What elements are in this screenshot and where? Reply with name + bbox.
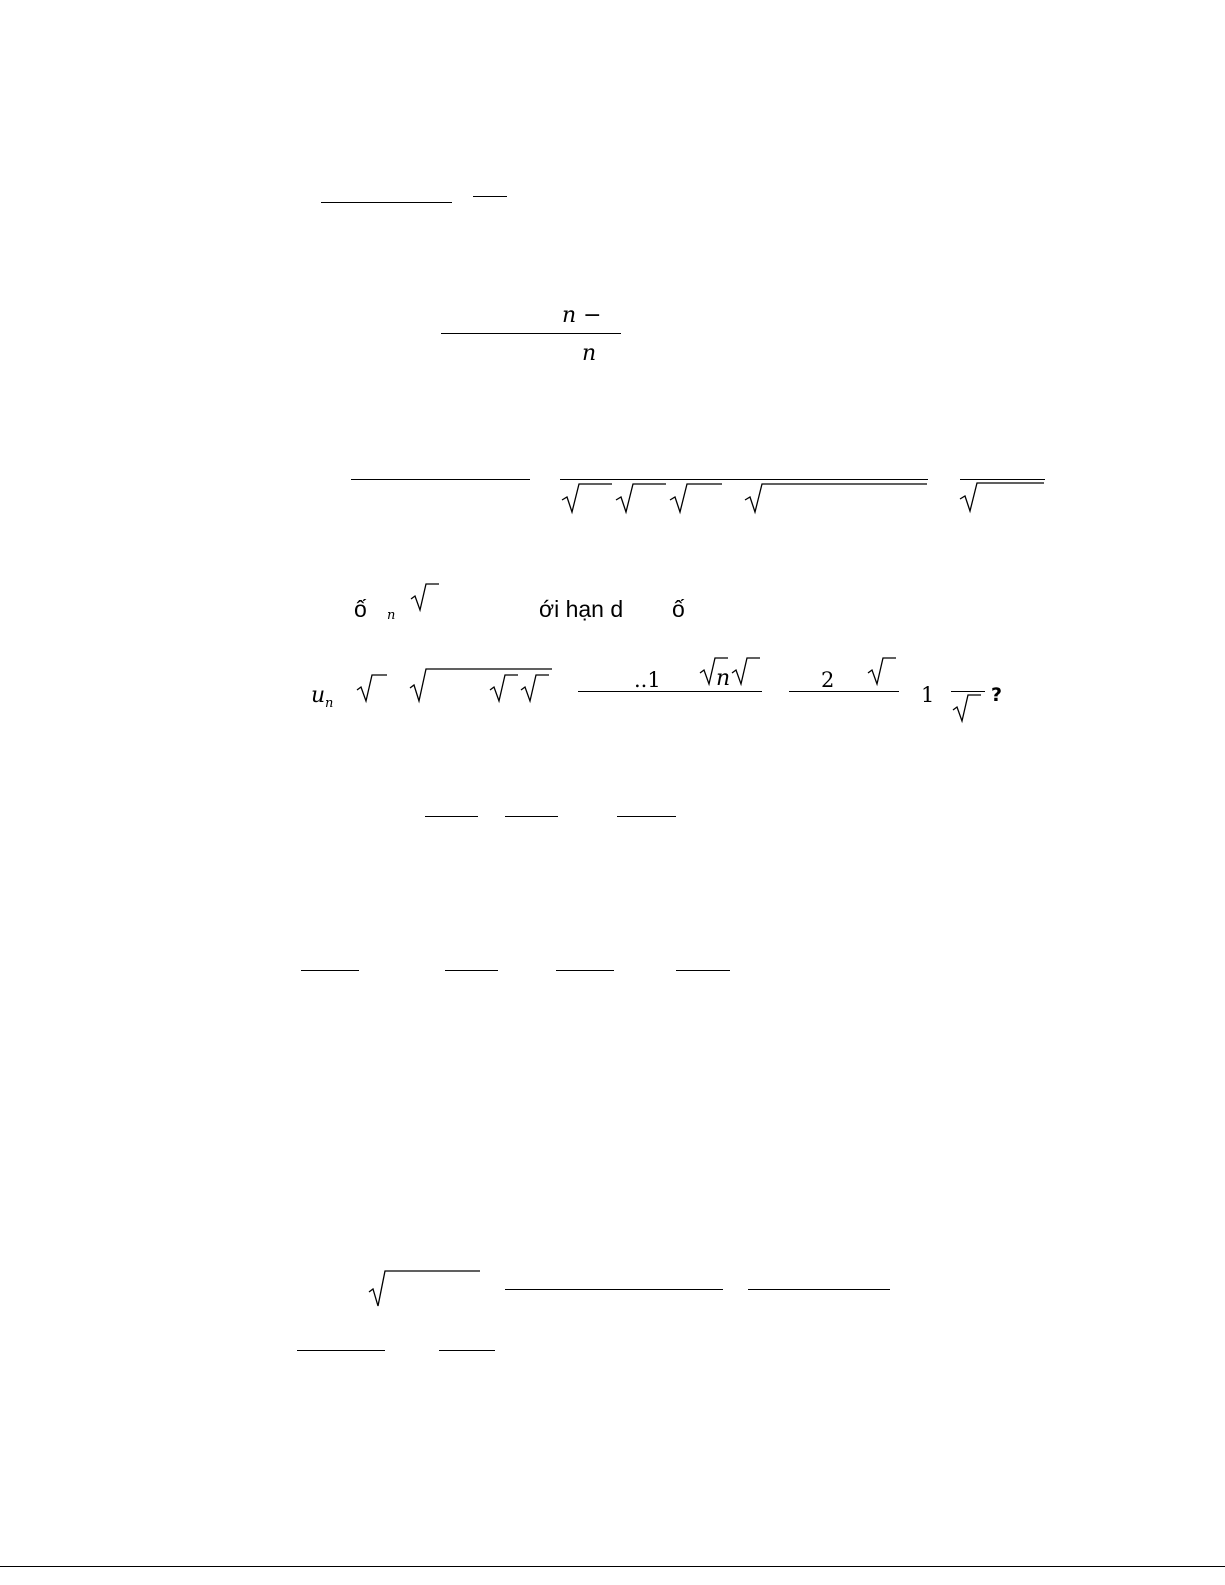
text-fragment-o1: ố: [354, 596, 367, 622]
radical-sign: [953, 694, 983, 724]
math-u: u: [311, 683, 326, 708]
fraction-bar-8b: [505, 816, 558, 817]
radical-sign: [616, 483, 668, 515]
math-n-minus: n −: [562, 303, 602, 328]
fraction-bar-11b: [748, 1289, 890, 1290]
radical-sign: [562, 483, 614, 515]
text-fragment-oi-han: ới hạn d: [539, 596, 624, 622]
fraction-bar-9d: [676, 970, 730, 971]
math-dots-one: ..1: [634, 668, 661, 692]
fraction-bar-8c: [617, 816, 676, 817]
fraction-bar-1a: [321, 202, 452, 203]
fraction-bar-9a: [301, 970, 359, 971]
radical-sign: [732, 657, 762, 687]
fraction-bar-3b: [560, 479, 928, 480]
glyph-bold-box: ?: [991, 684, 1005, 706]
fraction-bar-6c: [951, 691, 985, 692]
radical-sign: [868, 657, 898, 687]
fraction-bar-11a: [505, 1289, 723, 1290]
page-footer-rule: [0, 1566, 1225, 1567]
math-one: 1: [921, 683, 935, 707]
radical-sign: [960, 482, 1046, 514]
radical-sign: [670, 483, 724, 515]
text-fragment-o2: ố: [672, 596, 685, 622]
fraction-bar-11c: [297, 1350, 385, 1351]
radical-sign: [490, 674, 520, 704]
fraction-bar-8a: [425, 816, 478, 817]
fraction-bar-1b: [473, 196, 507, 197]
radical-sign: [357, 674, 389, 704]
math-n: n: [582, 341, 597, 366]
radical-sign: [369, 1270, 482, 1308]
math-n: n: [716, 666, 731, 691]
fraction-bar-9b: [445, 970, 498, 971]
math-sub-n: n: [387, 608, 396, 623]
radical-sign: [521, 674, 551, 704]
fraction-bar-3a: [351, 479, 530, 480]
fraction-bar-6a: [578, 691, 762, 692]
radical-sign: [745, 483, 929, 515]
fraction-bar-9c: [556, 970, 614, 971]
fraction-bar-2: [441, 333, 621, 334]
fraction-bar-11d: [439, 1350, 495, 1351]
math-sub-n: n: [325, 696, 334, 711]
fraction-bar-6b: [789, 691, 899, 692]
math-two: 2: [821, 668, 835, 692]
radical-sign: [411, 583, 441, 613]
fraction-bar-3c: [960, 479, 1045, 480]
